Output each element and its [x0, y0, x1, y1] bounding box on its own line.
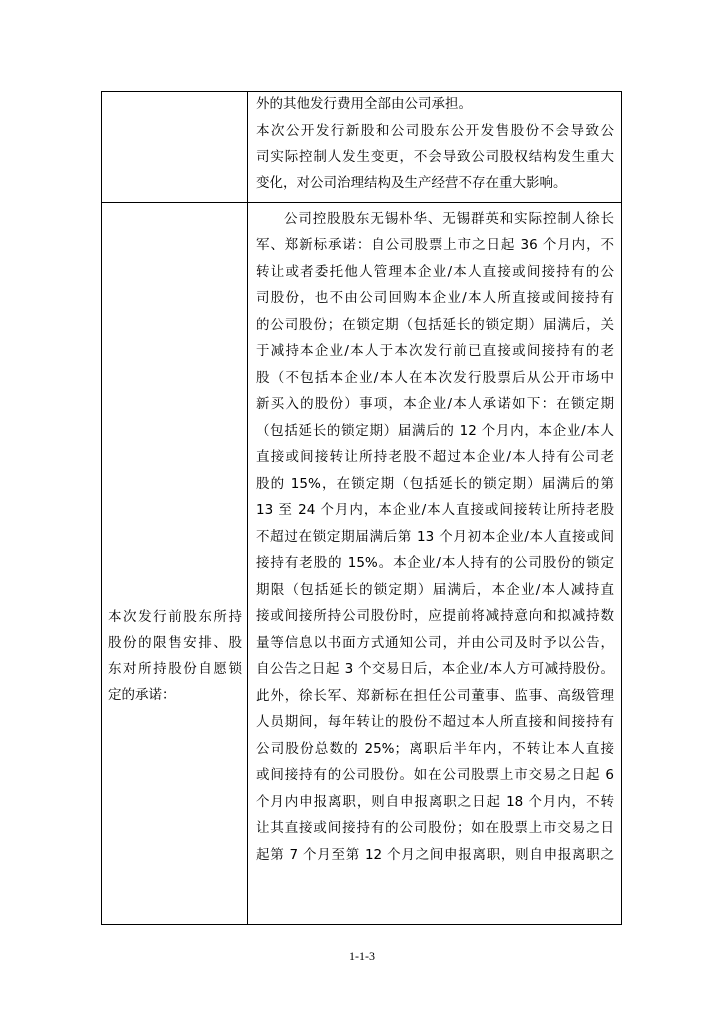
paragraph-line: 让其直接或间接持有的公司股份；如在股票上市交易之日	[256, 820, 614, 836]
row-label-line: 东对所持股份自愿锁	[108, 661, 242, 677]
paragraph-line: 于减持本企业/本人于本次发行前已直接或间接持有的老	[256, 343, 614, 359]
table-content-cell	[248, 203, 621, 924]
row-label-line: 定的承诺：	[108, 687, 176, 703]
paragraph-line: 本次公开发行新股和公司股东公开发售股份不会导致公	[256, 123, 614, 139]
paragraph-line: 起第 7 个月至第 12 个月之间申报离职，则自申报离职之	[256, 847, 614, 863]
page-number: 1-1-3	[349, 949, 375, 963]
paragraph-line: 司股份，也不由公司回购本企业/本人所直接或间接持有	[256, 290, 614, 306]
paragraph-line: 个月内申报离职，则自申报离职之日起 18 个月内，不转	[256, 794, 614, 810]
table-label-cell	[102, 92, 248, 202]
paragraph-line: 变化，对公司治理结构及生产经营不存在重大影响。	[256, 175, 567, 191]
paragraph-line: 接持有老股的 15%。本企业/本人持有的公司股份的锁定	[256, 555, 614, 571]
paragraph-line: 13 至 24 个月内，本企业/本人直接或间接转让所持老股	[256, 502, 614, 518]
paragraph-line: 公司股份总数的 25%；离职后半年内，不转让本人直接	[256, 741, 614, 757]
table-row	[102, 92, 621, 203]
paragraph-line: （包括延长的锁定期）届满后的 12 个月内，本企业/本人	[256, 423, 614, 439]
paragraph-line: 自公告之日起 3 个交易日后，本企业/本人方可减持股份。	[256, 661, 614, 677]
paragraph-line: 股的 15%，在锁定期（包括延长的锁定期）届满后的第	[256, 476, 614, 492]
paragraph-line: 新买入的股份）事项，本企业/本人承诺如下：在锁定期	[256, 396, 614, 412]
paragraph-line: 直接或间接转让所持老股不超过本企业/本人持有公司老	[256, 449, 614, 465]
paragraph-line: 的公司股份；在锁定期（包括延长的锁定期）届满后，关	[256, 317, 614, 333]
paragraph-line: 或间接持有的公司股份。如在公司股票上市交易之日起 6	[256, 767, 614, 783]
paragraph-line: 股（不包括本企业/本人在本次发行股票后从公开市场中	[256, 370, 614, 386]
paragraph-line: 军、郑新标承诺：自公司股票上市之日起 36 个月内，不	[256, 237, 614, 253]
table-row	[102, 203, 621, 924]
paragraph-line: 期限（包括延长的锁定期）届满后，本企业/本人减持直	[256, 582, 614, 598]
paragraph-line: 公司控股股东无锡朴华、无锡群英和实际控制人徐长	[284, 211, 614, 227]
table-content-cell	[248, 92, 621, 202]
paragraph-line: 转让或者委托他人管理本企业/本人直接或间接持有的公	[256, 264, 614, 280]
paragraph-line: 人员期间，每年转让的股份不超过本人所直接和间接持有	[256, 714, 614, 730]
row-label-line: 股份的限售安排、股	[108, 635, 242, 651]
table-label-cell	[102, 203, 248, 924]
paragraph-line: 接或间接所持公司股份时，应提前将减持意向和拟减持数	[256, 608, 614, 624]
paragraph-line: 司实际控制人发生变更，不会导致公司股权结构发生重大	[256, 149, 614, 165]
row-label-line: 本次发行前股东所持	[108, 609, 242, 625]
commitment-table	[101, 91, 622, 925]
paragraph-line: 不超过在锁定期届满后第 13 个月初本企业/本人直接或间	[256, 529, 614, 545]
paragraph-line: 此外，徐长军、郑新标在担任公司董事、监事、高级管理	[256, 688, 614, 704]
paragraph-line: 外的其他发行费用全部由公司承担。	[256, 96, 472, 112]
paragraph-line: 量等信息以书面方式通知公司，并由公司及时予以公告，	[256, 635, 614, 651]
